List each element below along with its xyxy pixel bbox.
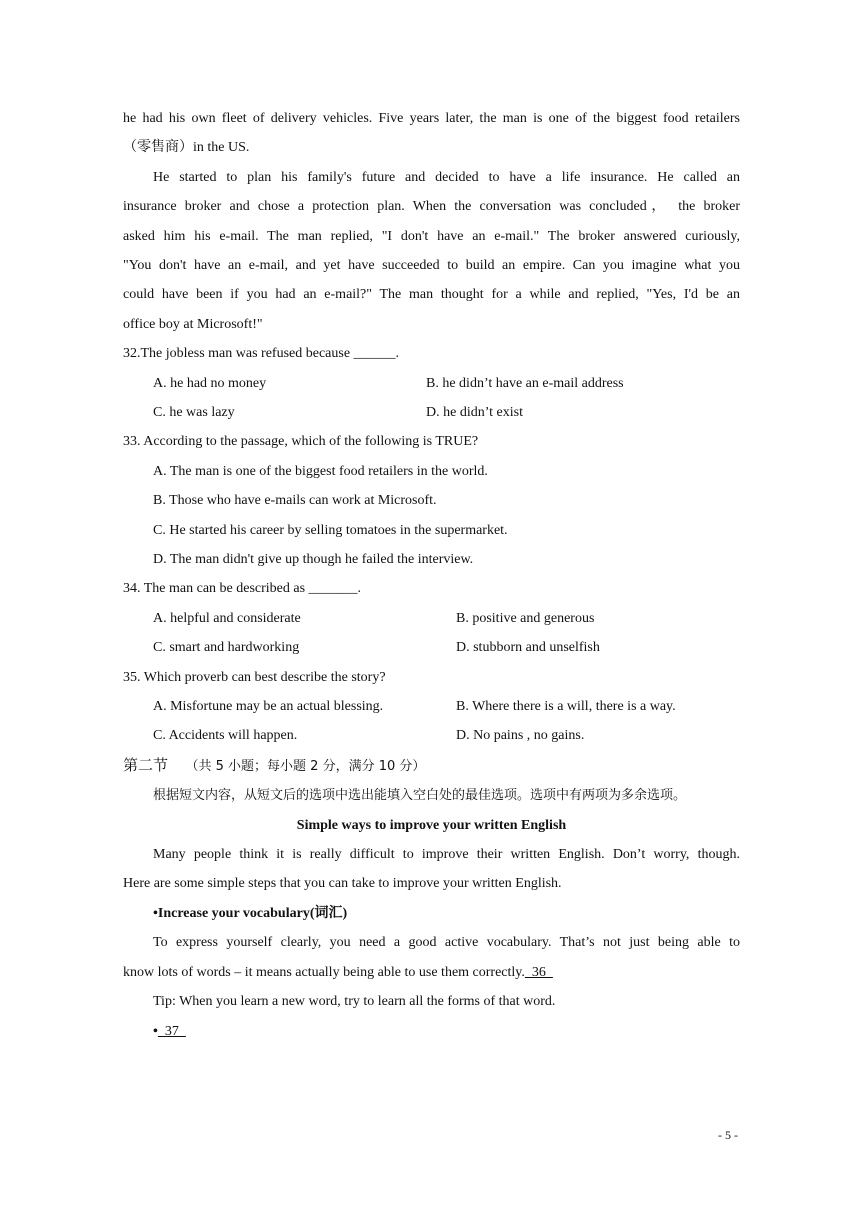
option-row xyxy=(123,604,740,633)
option-b: B. Where there is a will, there is a way. xyxy=(456,699,676,715)
bullet-mark: • xyxy=(153,1023,158,1039)
option-c: C. Accidents will happen. xyxy=(153,728,298,744)
question-stem: 32.The jobless man was refused because ______. xyxy=(123,346,400,362)
article-text: know lots of words – it means actually being able to use them correctly. xyxy=(123,964,525,980)
blank-37: 37 xyxy=(157,1023,186,1039)
article-line: To express yourself clearly, you need a good active vocabulary. That’s not just being able to xyxy=(153,935,740,951)
passage-line: could have been if you had an e-mail?" The man thought for a while and replied, "Yes, I'd be an xyxy=(123,287,740,303)
option-c: C. he was lazy xyxy=(153,405,235,421)
exam-page xyxy=(123,104,740,1046)
question-stem: 34. The man can be described as _______. xyxy=(123,581,362,597)
section-heading xyxy=(123,751,740,781)
passage-line: office boy at Microsoft!" xyxy=(123,316,263,332)
option-b: B. positive and generous xyxy=(456,610,595,626)
article-tip: Tip: When you learn a new word, try to learn all the forms of that word. xyxy=(153,994,556,1010)
article-title: Simple ways to improve your written English xyxy=(296,817,567,833)
article-bullet xyxy=(123,1017,740,1046)
option-a: A. Misfortune may be an actual blessing. xyxy=(153,699,384,715)
option-c: C. smart and hardworking xyxy=(153,640,300,656)
option-c: C. He started his career by selling tomatoes in the supermarket. xyxy=(153,522,508,538)
passage-line: He started to plan his family's future and decided to have a life insurance. He called an xyxy=(153,169,740,185)
passage-line: （零售商）in the US. xyxy=(123,140,250,156)
option-a: A. helpful and considerate xyxy=(153,610,301,626)
blank-36: 36 xyxy=(524,964,553,980)
option-row xyxy=(123,721,740,750)
article-line: Here are some simple steps that you can take to improve your written English. xyxy=(123,876,562,892)
section-note: （共 5 小题；每小题 2 分，满分 10 分） xyxy=(185,758,426,774)
passage-line: asked him his e-mail. The man replied, "I don't have an e-mail." The broker answered curiously, xyxy=(123,228,740,244)
option-b: B. he didn’t have an e-mail address xyxy=(426,375,624,391)
question-stem: 35. Which proverb can best describe the story? xyxy=(123,669,386,685)
option-row xyxy=(123,369,740,398)
section-title: 第二节 xyxy=(123,755,169,774)
option-d: D. The man didn't give up though he failed the interview. xyxy=(153,552,474,568)
option-a: A. he had no money xyxy=(153,375,267,391)
option-d: D. stubborn and unselfish xyxy=(456,640,600,656)
question-stem: 33. According to the passage, which of the following is TRUE? xyxy=(123,434,479,450)
article-line xyxy=(123,958,740,987)
passage-line: insurance broker and chose a protection plan. When the conversation was concluded， the broker xyxy=(123,199,740,215)
option-d: D. he didn’t exist xyxy=(426,405,523,421)
passage-line: "You don't have an e-mail, and yet have succeeded to build an empire. Can you imagine what you xyxy=(123,258,740,274)
option-b: B. Those who have e-mails can work at Microsoft. xyxy=(153,493,437,509)
option-row xyxy=(123,692,740,721)
option-row xyxy=(123,633,740,662)
option-a: A. The man is one of the biggest food retailers in the world. xyxy=(153,463,488,479)
option-d: D. No pains , no gains. xyxy=(456,728,585,744)
page-number: - 5 - xyxy=(718,1128,738,1142)
option-row xyxy=(123,398,740,427)
passage-line: he had his own fleet of delivery vehicles. Five years later, the man is one of the biggest food retailers xyxy=(123,111,740,126)
article-subheading: •Increase your vocabulary(词汇) xyxy=(153,905,348,921)
article-line: Many people think it is really difficult to improve their written English. Don’t worry, though. xyxy=(153,847,740,863)
section-instruction: 根据短文内容，从短文后的选项中选出能填入空白处的最佳选项。选项中有两项为多余选项。 xyxy=(153,788,687,804)
